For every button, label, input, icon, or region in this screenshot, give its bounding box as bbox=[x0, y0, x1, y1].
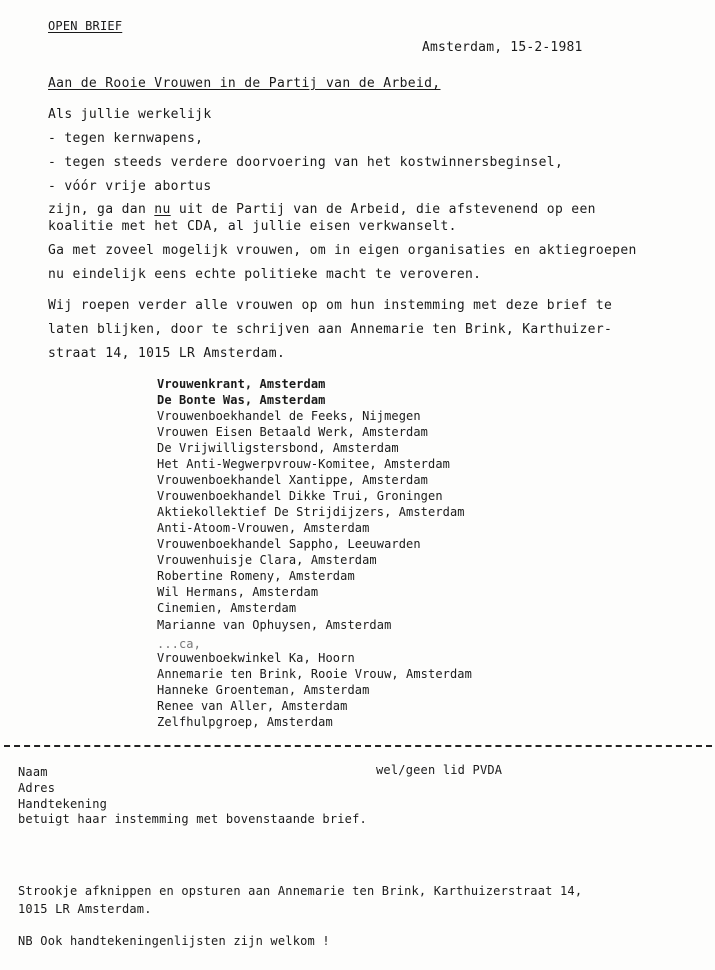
signatory: Annemarie ten Brink, Rooie Vrouw, Amsterdam bbox=[157, 667, 472, 681]
paragraph-text: zijn, ga dan bbox=[48, 202, 155, 217]
cut-line bbox=[4, 745, 712, 747]
signatory: Vrouwenboekhandel de Feeks, Nijmegen bbox=[157, 409, 421, 423]
signatory: Marianne van Ophuysen, Amsterdam bbox=[157, 618, 392, 632]
emphasis-now: nu bbox=[154, 202, 171, 217]
place-date: Amsterdam, 15-2-1981 bbox=[422, 40, 583, 55]
instructions-line: 1015 LR Amsterdam. bbox=[18, 902, 152, 916]
signatory: ...ca, bbox=[157, 637, 201, 651]
bullet-item: - vóór vrije abortus bbox=[48, 179, 212, 194]
signatory: De Bonte Was, Amsterdam bbox=[157, 393, 326, 407]
paragraph-line: nu eindelijk eens echte politieke macht te veroveren. bbox=[48, 267, 482, 282]
intro-line: Als jullie werkelijk bbox=[48, 107, 212, 122]
paragraph-line bbox=[48, 202, 596, 218]
signatory: Vrouwenboekhandel Dikke Trui, Groningen bbox=[157, 489, 443, 503]
form-agreement-text: betuigt haar instemming met bovenstaande brief. bbox=[18, 812, 367, 826]
paragraph-line: koalitie met het CDA, al jullie eisen verkwanselt. bbox=[48, 219, 457, 234]
paragraph-text: uit de Partij van de Arbeid, die afstevenend op een bbox=[170, 202, 596, 217]
signatory: Zelfhulpgroep, Amsterdam bbox=[157, 715, 333, 729]
paragraph-line: Wij roepen verder alle vrouwen op om hun instemming met deze brief te bbox=[48, 298, 613, 313]
signatory: Aktiekollektief De Strijdijzers, Amsterdam bbox=[157, 505, 465, 519]
signatory: Anti-Atoom-Vrouwen, Amsterdam bbox=[157, 521, 370, 535]
signatory: Het Anti-Wegwerpvrouw-Komitee, Amsterdam bbox=[157, 457, 450, 471]
paragraph-line: laten blijken, door te schrijven aan Annemarie ten Brink, Karthuizer- bbox=[48, 322, 613, 337]
paragraph-line: Ga met zoveel mogelijk vrouwen, om in eigen organisaties en aktiegroepen bbox=[48, 243, 637, 258]
note-line: NB Ook handtekeningenlijsten zijn welkom ! bbox=[18, 934, 330, 948]
signatory: Vrouwenboekhandel Sappho, Leeuwarden bbox=[157, 537, 421, 551]
signatory: Robertine Romeny, Amsterdam bbox=[157, 569, 355, 583]
form-name-label: Naam bbox=[18, 765, 48, 779]
letter-label: OPEN BRIEF bbox=[48, 19, 123, 33]
signatory: Wil Hermans, Amsterdam bbox=[157, 585, 319, 599]
form-signature-label: Handtekening bbox=[18, 797, 108, 811]
form-address-label: Adres bbox=[18, 781, 56, 795]
signatory: Cinemien, Amsterdam bbox=[157, 601, 297, 615]
signatory: Vrouwen Eisen Betaald Werk, Amsterdam bbox=[157, 425, 429, 439]
paragraph-line: straat 14, 1015 LR Amsterdam. bbox=[48, 346, 286, 361]
signatory: Vrouwenhuisje Clara, Amsterdam bbox=[157, 553, 377, 567]
bullet-item: - tegen steeds verdere doorvoering van het kostwinnersbeginsel, bbox=[48, 155, 564, 170]
signatory: Renee van Aller, Amsterdam bbox=[157, 699, 348, 713]
bullet-item: - tegen kernwapens, bbox=[48, 131, 204, 146]
form-membership-label: wel/geen lid PVDA bbox=[376, 763, 503, 777]
signatory: Vrouwenboekhandel Xantippe, Amsterdam bbox=[157, 473, 429, 487]
signatory: Hanneke Groenteman, Amsterdam bbox=[157, 683, 370, 697]
instructions-line: Strookje afknippen en opsturen aan Annemarie ten Brink, Karthuizerstraat 14, bbox=[18, 884, 583, 898]
salutation: Aan de Rooie Vrouwen in de Partij van de Arbeid, bbox=[48, 76, 441, 91]
signatory: De Vrijwilligstersbond, Amsterdam bbox=[157, 441, 399, 455]
signatory: Vrouwenboekwinkel Ka, Hoorn bbox=[157, 651, 355, 665]
signatory: Vrouwenkrant, Amsterdam bbox=[157, 377, 326, 391]
